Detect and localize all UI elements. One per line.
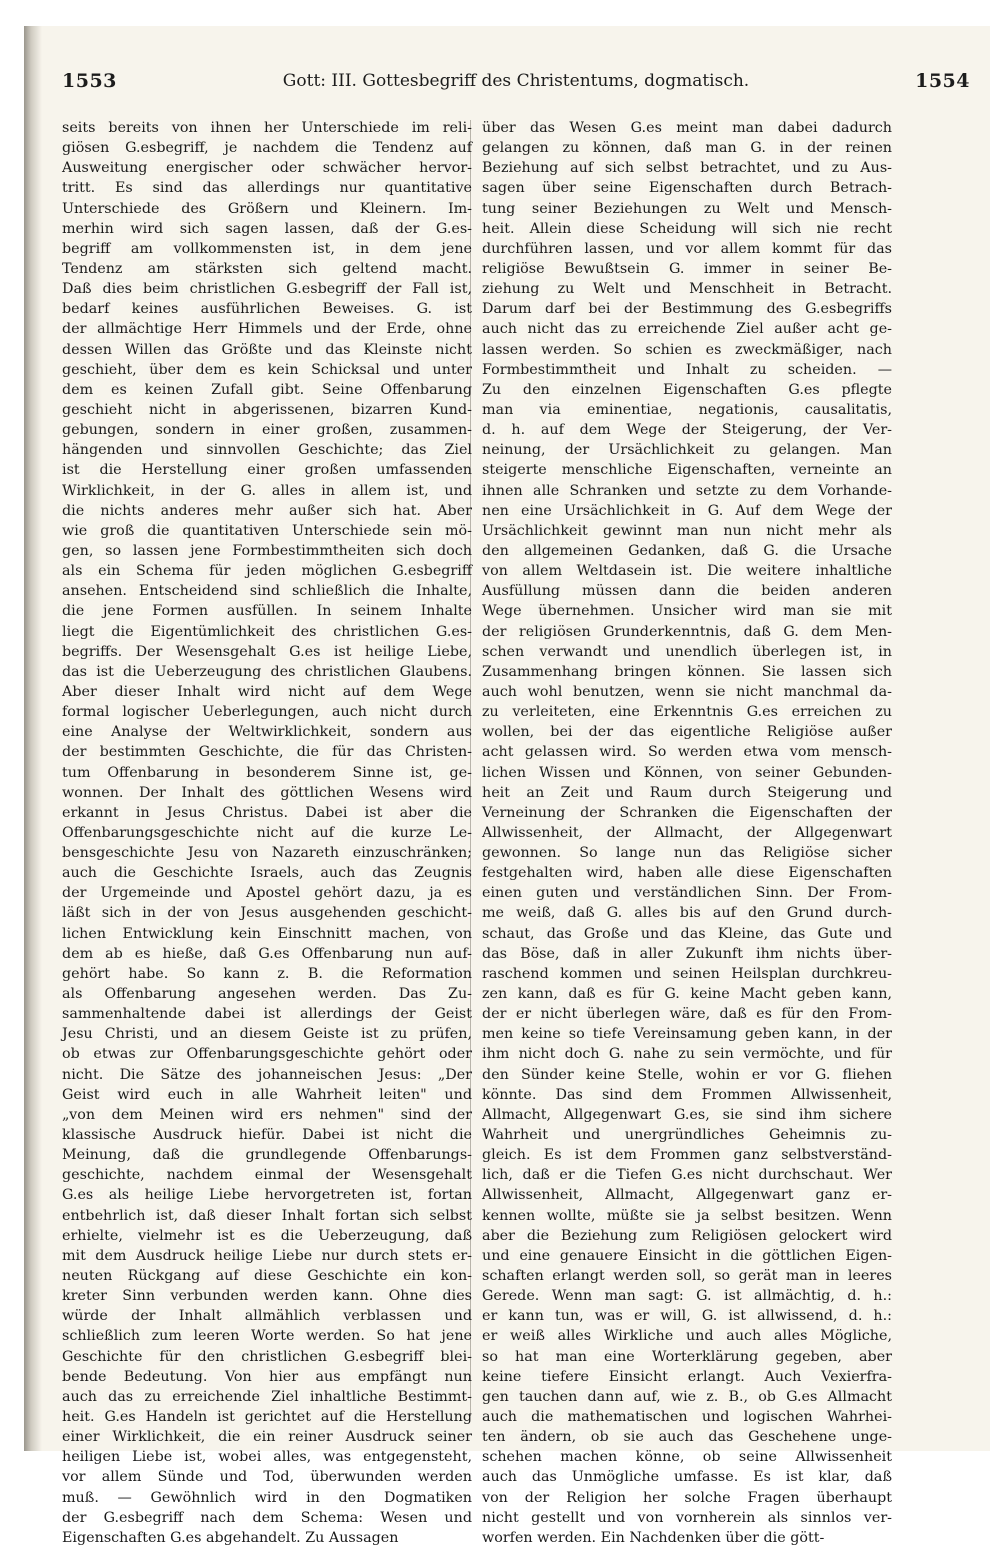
text-line: formal logischer Ueberlegungen, auch nicht durch [62,704,472,721]
text-line: Geschichte für den christlichen G.esbegriff blei- [62,1348,472,1365]
text-line: schen verwandt und unendlich überlegen ist, in [482,643,892,660]
text-line: Meinung, daß die grundlegende Offenbarungs- [62,1147,472,1164]
text-line: zen kann, daß es für G. keine Macht geben kann, [482,986,892,1003]
text-line: er kann tun, was er will, G. ist allwissend, d. h.: [482,1308,892,1325]
text-line: worfen werden. Ein Nachdenken über die gött- [482,1529,825,1546]
text-line: ziehung zu Welt und Menschheit in Betracht. [482,281,892,298]
text-line: wonnen. Der Inhalt des göttlichen Wesens wird [62,784,472,801]
text-line: einen guten und verständlichen Sinn. Der From- [482,885,892,902]
text-line: Unterschiede des Größern und Kleinern. Im- [62,200,472,217]
left-column [62,118,472,1548]
text-line: keine tiefere Einsicht erlangt. Auch Vexierfra- [482,1368,892,1385]
text-line: durchführen lassen, und vor allem kommt für das [482,240,892,257]
text-line: „von dem Meinen wird ers nehmen" sind der [62,1106,472,1123]
text-line: gen, so lassen jene Formbestimmtheiten sich doch [62,542,472,559]
text-line: Formbestimmtheit und Inhalt zu scheiden. — [482,361,892,378]
text-line: geschichte, nachdem einmal der Wesensgehalt [62,1167,472,1184]
text-line: aber die Beziehung zum Religiösen gelockert wird [482,1227,892,1244]
text-line: lichen Entwicklung kein Einschnitt machen, von [62,925,472,942]
text-line: ihm nicht doch G. nahe zu sein vermöchte, und für [482,1046,892,1063]
text-line: auch die mathematischen und logischen Wahrhei- [482,1409,892,1425]
text-line: bensgeschichte Jesu von Nazareth einzuschränken; [62,845,472,862]
text-line: tum Offenbarung in besonderem Sinne ist, ge- [62,764,472,781]
text-line: schaften erlangt werden soll, so gerät man in leeres [482,1268,892,1285]
page-binding-shadow [24,26,42,1451]
text-line: merhin wird sich sagen lassen, daß der G.es- [62,220,472,237]
text-line: Jesu Christi, und an diesem Geiste ist zu prüfen, [62,1026,472,1043]
text-line: von allem Weltdasein ist. Die weitere inhaltliche [482,563,892,580]
text-line: Allwissenheit, Allmacht, Allgegenwart ganz er- [482,1187,892,1204]
text-line: Zu den einzelnen Eigenschaften G.es pflegte [482,381,892,398]
text-line: geschieht nicht in abgerissenen, bizarren Kund- [62,401,472,418]
text-line: erkannt in Jesus Christus. Dabei ist aber die [62,804,472,821]
text-line: d. h. auf dem Wege der Steigerung, der Ver- [482,422,892,439]
text-line: der Urgemeinde und Apostel gehört dazu, ja es [62,885,472,902]
text-line: der allmächtige Herr Himmels und der Erde, ohne [62,321,472,338]
text-line: schaut, das Große und das Kleine, das Gute und [482,925,892,942]
text-line: Tendenz am stärksten sich geltend macht. [62,260,472,277]
text-line: die jene Formen ausfüllen. In seinem Inhalte [62,603,472,620]
text-line: kennen wollte, müßte sie ja selbst besitzen. Wenn [482,1207,892,1224]
text-line: erhielte, vielmehr ist es die Ueberzeugung, daß [62,1227,472,1244]
text-line: begriff am vollkommensten ist, in dem jene [62,240,472,257]
text-line: als Offenbarung angesehen werden. Das Zu- [62,986,472,1003]
text-line: gebungen, sondern in einer großen, zusammen- [62,422,472,439]
text-line: den allgemeinen Gedanken, daß G. die Ursache [482,542,892,559]
text-line: dem ab es hieße, daß G.es Offenbarung nun auf- [62,945,472,962]
text-line: festgehalten wird, haben alle diese Eigenschaften [482,865,892,882]
text-line: Geist wird euch in alle Wahrheit leiten" und [62,1086,472,1103]
text-line: von der Religion her solche Fragen überhaupt [482,1489,892,1506]
text-line: Wirklichkeit, in der G. alles in allem ist, und [62,482,472,499]
text-line: Wege übernehmen. Unsicher wird man sie mit [482,603,892,620]
text-line: Allwissenheit, der Allmacht, der Allgegenwart [482,824,892,841]
text-line: religiöse Bewußtsein G. immer in seiner Be- [482,260,892,277]
text-line: Allmacht, Allgegenwart G.es, sie sind ihm sichere [482,1106,892,1123]
text-line: wollen, bei der das eigentliche Religiöse außer [482,724,892,741]
text-line: muß. — Gewöhnlich wird in den Dogmatiken [62,1489,472,1506]
text-line: nicht. Die Sätze des johanneischen Jesus: „Der [62,1066,472,1083]
text-line: schehen machen könne, ob seine Allwissenheit [482,1449,892,1466]
text-line: steigerte menschliche Eigenschaften, verneinte an [482,462,892,479]
text-line: giösen G.esbegriff, je nachdem die Tendenz auf [62,140,472,157]
text-line: auch die Geschichte Israels, auch das Zeugnis [62,865,472,882]
text-line: dessen Willen das Größte und das Kleinste nicht [62,341,472,358]
text-line: Zusammenhang bringen können. Sie lassen sich [482,663,892,680]
text-line: und eine genauere Einsicht in die göttlichen Eigen- [482,1247,892,1264]
text-line: gewonnen. So lange nun das Religiöse sicher [482,845,892,862]
text-line: könnte. Das sind dem Frommen Allwissenheit, [482,1086,892,1103]
text-line: me weiß, daß G. alles bis auf den Grund durch- [482,905,892,922]
text-line: Gerede. Wenn man sagt: G. ist allmächtig, d. h.: [482,1288,892,1305]
text-line: über das Wesen G.es meint man dabei dadurch [482,120,892,136]
text-line: vor allem Sünde und Tod, überwunden werden [62,1469,472,1486]
text-line: das Böse, daß in aller Zukunft ihm nichts über- [482,945,892,962]
text-line: der er nicht überlegen wäre, daß es für den From- [482,1006,892,1023]
right-column [482,118,892,1548]
text-line: bedarf keines ausführlichen Beweises. G. ist [62,301,472,318]
scanned-page [24,26,990,1546]
text-line: würde der Inhalt allmählich verblassen und [62,1308,472,1325]
text-line: men keine so tiefe Vereinsamung geben kann, in der [482,1026,892,1043]
text-line: sammenhaltende dabei ist allerdings der Geist [62,1006,472,1023]
text-line: heit an Zeit und Raum durch Steigerung und [482,784,892,801]
text-line: ihnen alle Schranken und setzte zu dem Vorhande- [482,482,892,499]
text-line: Verneinung der Schranken die Eigenschaften der [482,804,892,821]
text-line: der religiösen Grunderkenntnis, daß G. dem Men- [482,623,892,640]
text-line: heiligen Liebe ist, wobei alles, was entgegensteht, [62,1449,472,1466]
text-line: so hat man eine Worterklärung gegeben, aber [482,1348,892,1365]
text-line: läßt sich in der von Jesus ausgehenden geschicht- [62,905,472,922]
text-line: bende Bedeutung. Von hier aus empfängt nun [62,1368,472,1385]
text-line: klassische Ausdruck hiefür. Dabei ist nicht die [62,1127,472,1144]
text-line: geschieht, über dem es kein Schicksal und unter [62,361,472,378]
text-line: auch nicht das zu erreichende Ziel außer acht ge- [482,321,892,338]
text-line: eine Analyse der Weltwirklichkeit, sondern aus [62,724,472,741]
text-line: auch das Unmögliche umfasse. Es ist klar, daß [482,1469,892,1486]
text-line: heit. Allein diese Scheidung will sich nie recht [482,220,892,237]
text-line: er weiß alles Wirkliche und auch alles Mögliche, [482,1328,892,1345]
text-line: ob etwas zur Offenbarungsgeschichte gehört oder [62,1046,472,1063]
running-header [62,70,970,100]
text-line: lichen Wissen und Können, von seiner Gebunden- [482,764,892,781]
text-line: man via eminentiae, negationis, causalitatis, [482,401,892,418]
text-line: neuten Rückgang auf diese Geschichte ein kon- [62,1268,472,1285]
text-line: der G.esbegriff nach dem Schema: Wesen und [62,1509,472,1526]
text-line: Ausfüllung müssen dann die beiden anderen [482,583,892,600]
text-line: Ausweitung energischer oder schwächer hervor- [62,160,472,177]
text-line: liegt die Eigentümlichkeit des christlichen G.es- [62,623,472,640]
text-line: Aber dieser Inhalt wird nicht auf dem Wege [62,683,472,700]
text-line: entbehrlich ist, daß dieser Inhalt fortan sich selbst [62,1207,472,1224]
text-line: Beziehung auf sich selbst betrachtet, und zu Aus- [482,160,892,177]
text-line: Ursächlichkeit gewinnt man nun nicht mehr als [482,522,892,539]
text-line: als ein Schema für jeden möglichen G.esbegriff [62,563,472,580]
text-line: dem es keinen Zufall gibt. Seine Offenbarung [62,381,472,398]
text-line: nicht gestellt und von vornherein als sinnlos ver- [482,1509,892,1526]
text-line: Darum darf bei der Bestimmung des G.esbegriffs [482,301,892,318]
text-line: seits bereits von ihnen her Unterschiede im reli- [62,120,472,136]
text-line: heit. G.es Handeln ist gerichtet auf die Herstellung [62,1409,472,1425]
page-number-left: 1553 [62,70,117,92]
page-number-right: 1554 [915,70,970,92]
text-line: gen tauchen dann auf, wie z. B., ob G.es Allmacht [482,1388,892,1405]
text-line: Daß dies beim christlichen G.esbegriff der Fall ist, [62,281,472,298]
text-line: ist die Herstellung einer großen umfassenden [62,462,472,479]
text-line: ansehen. Entscheidend sind schließlich die Inhalte, [62,583,472,600]
text-line: wie groß die quantitativen Unterschiede sein mö- [62,522,472,539]
text-line: das ist die Ueberzeugung des christlichen Glaubens. [62,663,472,680]
text-line: acht gelassen wird. So werden etwa vom mensch- [482,744,892,761]
text-line: die nichts anderes mehr außer sich hat. Aber [62,502,472,519]
text-line: hängenden und sinnvollen Geschichte; das Ziel [62,442,472,459]
text-line: gehört habe. So kann z. B. die Reformation [62,965,472,982]
text-line: der bestimmten Geschichte, die für das Christen- [62,744,472,761]
text-line: begriffs. Der Wesensgehalt G.es ist heilige Liebe, [62,643,472,660]
text-line: zu verleiteten, eine Erkenntnis G.es erreichen zu [482,704,892,721]
text-line: raschend kommen und seinen Heilsplan durchkreu- [482,965,892,982]
text-line: tritt. Es sind das allerdings nur quantitative [62,180,472,197]
text-line: Offenbarungsgeschichte nicht auf die kurze Le- [62,824,472,841]
text-line: Wahrheit und unergründliches Geheimnis zu- [482,1127,892,1144]
text-line: gleich. Es ist dem Frommen ganz selbstverständ- [482,1147,892,1164]
text-line: tung seiner Beziehungen zu Welt und Mensch- [482,200,892,217]
text-line: kreter Sinn verbunden werden kann. Ohne dies [62,1288,472,1305]
text-line: nen eine Ursächlichkeit in G. Auf dem Wege der [482,502,892,519]
text-line: auch das zu erreichende Ziel inhaltliche Bestimmt- [62,1388,472,1405]
text-line: G.es als heilige Liebe hervorgetreten ist, fortan [62,1187,472,1204]
text-line: lich, daß er die Tiefen G.es nicht durchschaut. Wer [482,1167,892,1184]
text-line: ten ändern, ob sie auch das Geschehene unge- [482,1429,892,1446]
text-line: einer Wirklichkeit, die ein reiner Ausdruck seiner [62,1429,472,1446]
text-line: Eigenschaften G.es abgehandelt. Zu Aussagen [62,1529,399,1546]
text-line: lassen werden. So schien es zweckmäßiger, nach [482,341,892,358]
text-line: gelangen zu können, daß man G. in der reinen [482,140,892,157]
text-line: neinung, der Ursächlichkeit zu gelangen. Man [482,442,892,459]
text-line: auch wohl benutzen, wenn sie nicht manchmal da- [482,683,892,700]
text-line: schließlich zum leeren Worte werden. So hat jene [62,1328,472,1345]
running-title: Gott: III. Gottesbegriff des Christentums, dogmatisch. [282,71,750,91]
text-line: den Sünder keine Stelle, wohin er vor G. fliehen [482,1066,892,1083]
text-line: mit dem Ausdruck heilige Liebe nur durch stets er- [62,1247,472,1264]
text-line: sagen über seine Eigenschaften durch Betrach- [482,180,892,197]
